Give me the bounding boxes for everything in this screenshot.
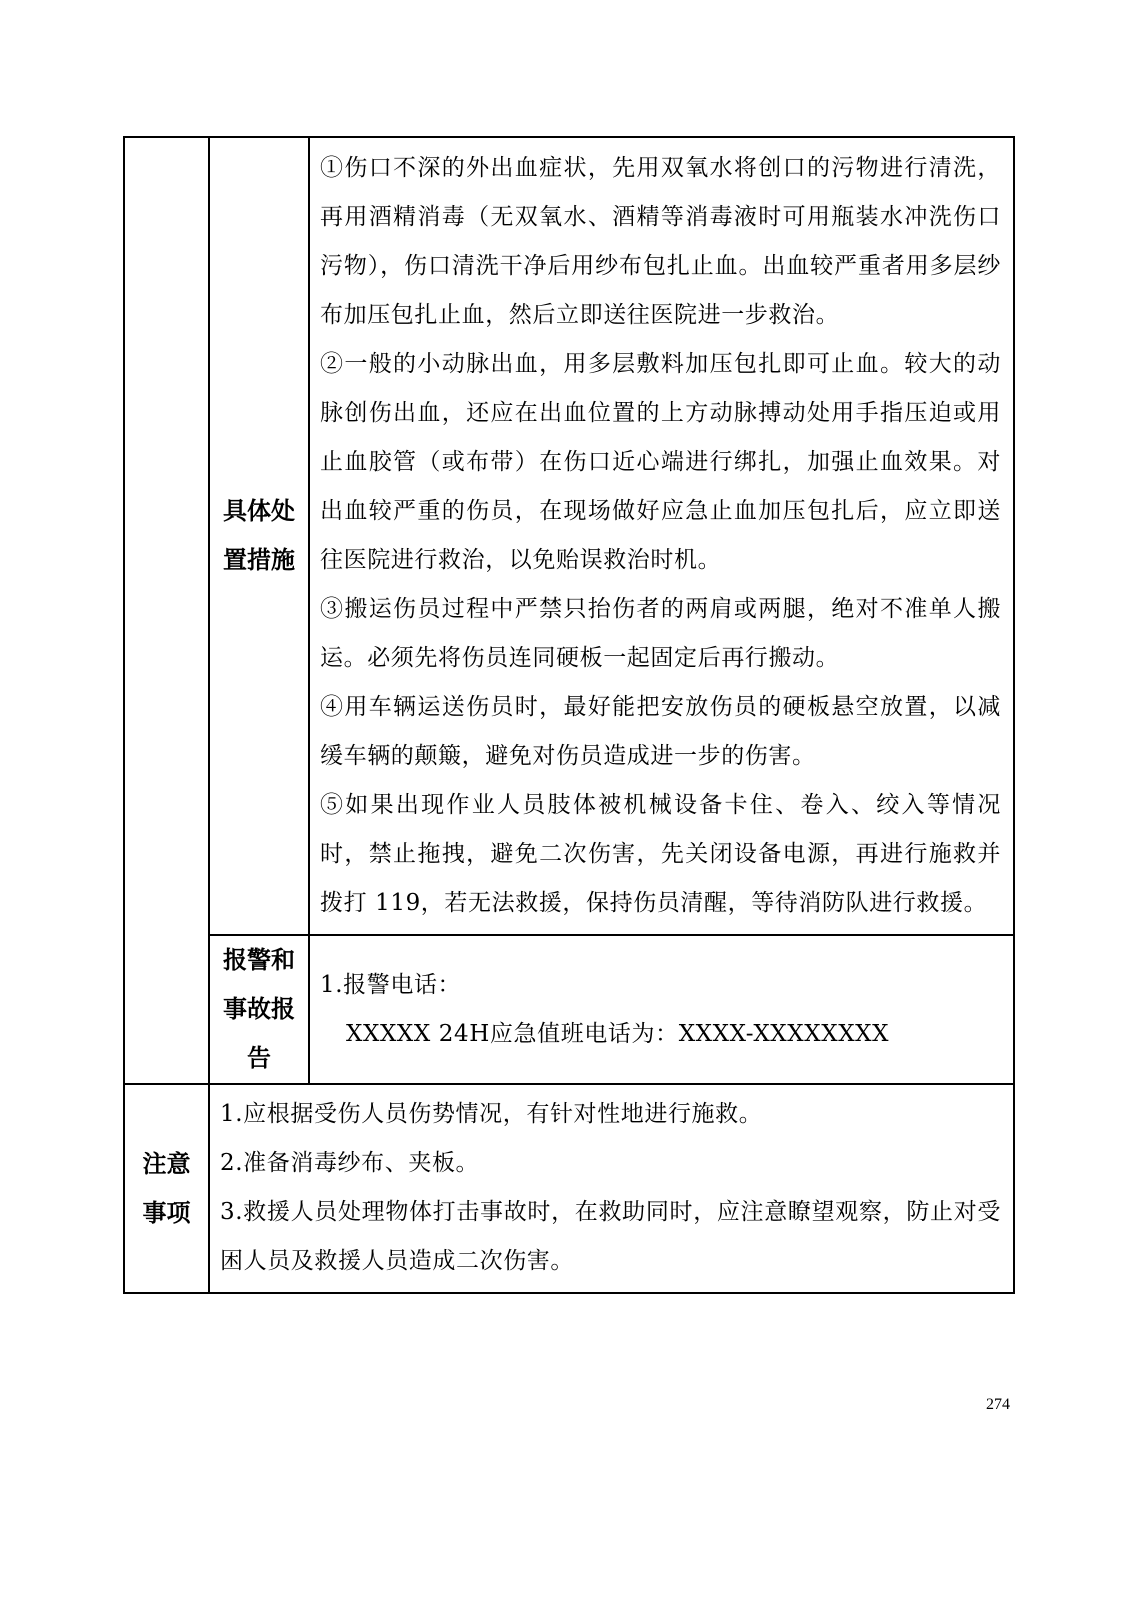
page-number: 274 — [986, 1396, 1010, 1413]
alarm-label-line: 事故报 — [223, 995, 295, 1023]
alarm-phone-heading: 1.报警电话： — [320, 971, 462, 998]
alarm-label — [209, 935, 309, 1084]
notes-label — [124, 1084, 209, 1293]
note-item: 2.准备消毒纱布、夹板。 — [220, 1150, 480, 1176]
alarm-content — [309, 935, 1014, 1084]
measures-label-line: 置措施 — [223, 546, 295, 574]
measure-paragraph: ③搬运伤员过程中严禁只抬伤者的两肩或两腿，绝对不准单人搬运。必须先将伤员连同硬板一起固定后再行搬动。 — [320, 596, 1001, 671]
alarm-phone-number: XXXXX 24H应急值班电话为：XXXX-XXXXXXXX — [346, 1020, 890, 1047]
measure-paragraph: ④用车辆运送伤员时，最好能把安放伤员的硬板悬空放置，以减缓车辆的颠簸，避免对伤员造成进一步的伤害。 — [320, 694, 1001, 769]
empty-category-cell — [124, 137, 209, 1084]
notes-content — [209, 1084, 1014, 1293]
measure-paragraph: ①伤口不深的外出血症状，先用双氧水将创口的污物进行清洗，再用酒精消毒（无双氧水、酒精等消毒液时可用瓶装水冲洗伤口污物），伤口清洗干净后用纱布包扎止血。出血较严重者用多层纱布加压包扎止血，然后立即送往医院进一步救治。 — [320, 155, 1001, 328]
notes-row — [124, 1084, 1014, 1293]
measures-content — [309, 137, 1014, 935]
alarm-label-line: 告 — [247, 1044, 271, 1072]
measure-paragraph: ②一般的小动脉出血，用多层敷料加压包扎即可止血。较大的动脉创伤出血，还应在出血位置的上方动脉搏动处用手指压迫或用止血胶管（或布带）在伤口近心端进行绑扎，加强止血效果。对出血较严重的伤员，在现场做好应急止血加压包扎后，应立即送往医院进行救治，以免贻误救治时机。 — [320, 351, 1001, 573]
measures-label — [209, 137, 309, 935]
measures-row — [124, 137, 1014, 935]
notes-label-line: 事项 — [142, 1198, 191, 1227]
emergency-plan-table — [123, 136, 1015, 1294]
note-item: 3.救援人员处理物体打击事故时，在救助同时，应注意瞭望观察，防止对受困人员及救援人员造成二次伤害。 — [220, 1199, 1001, 1274]
measure-paragraph: ⑤如果出现作业人员肢体被机械设备卡住、卷入、绞入等情况时，禁止拖拽，避免二次伤害，先关闭设备电源，再进行施救并拨打 119，若无法救援，保持伤员清醒，等待消防队进行救援。 — [320, 792, 1001, 916]
alarm-row — [124, 935, 1014, 1084]
measures-label-line: 具体处 — [223, 497, 295, 525]
alarm-label-line: 报警和 — [223, 946, 295, 974]
note-item: 1.应根据受伤人员伤势情况，有针对性地进行施救。 — [220, 1101, 763, 1127]
notes-label-line: 注意 — [142, 1149, 191, 1178]
